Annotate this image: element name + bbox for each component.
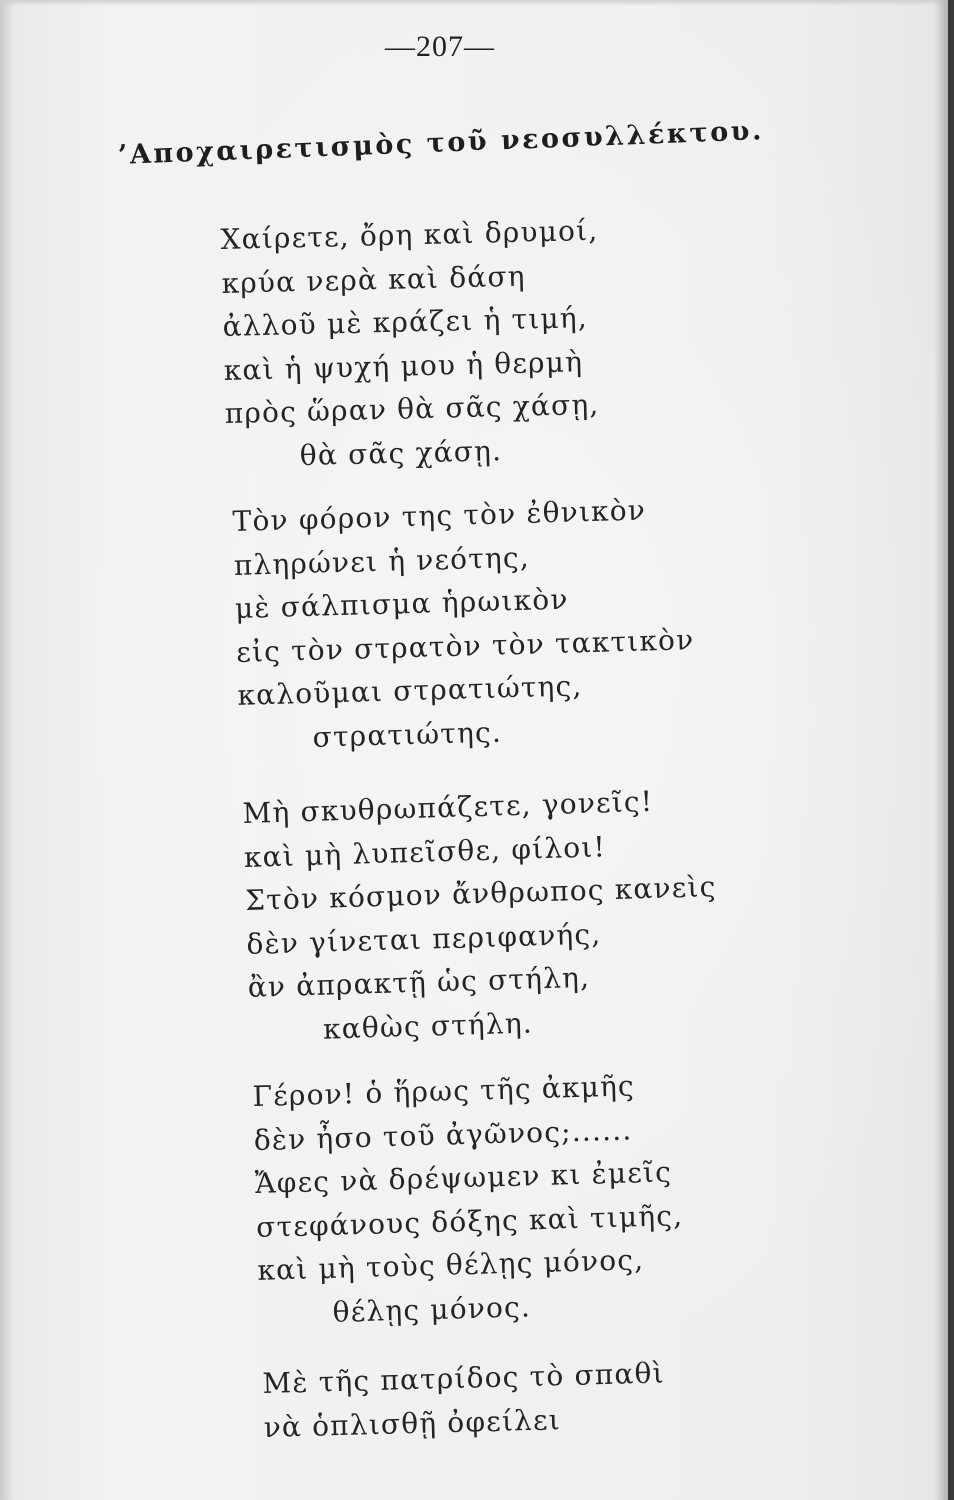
verse-line: νὰ ὁπλισθῇ ὀφείλει <box>263 1402 562 1444</box>
verse-line: Τὸν φόρον της τὸν ἐθνικὸν <box>232 493 647 538</box>
gutter-shadow <box>0 0 14 1500</box>
verse-line: ἀλλοῦ μὲ κράζει ἡ τιμή, <box>222 301 589 343</box>
stanza-1 <box>220 209 604 479</box>
verse-line: καὶ μὴ τοὺς θέλῃς μόνος, <box>256 1243 645 1287</box>
verse-refrain: θὰ σᾶς χάσῃ. <box>299 433 503 472</box>
page-top-edge <box>0 0 954 6</box>
verse-line: μὲ σάλπισμα ἡρωικὸν <box>234 582 569 625</box>
stanza-2 <box>232 487 697 761</box>
stanza-3 <box>242 778 721 1053</box>
verse-line: καλοῦμαι στρατιώτης, <box>236 669 583 712</box>
verse-line: στεφάνους δόξης καὶ τιμῆς, <box>255 1198 684 1244</box>
verse-line: Μὴ σκυθρωπάζετε, γονεῖς! <box>242 784 654 830</box>
verse-refrain: στρατιώτης. <box>312 715 503 754</box>
verse-refrain: θέλῃς μόνος. <box>332 1289 532 1329</box>
verse-line: Ἄφες νὰ δρέψωμεν κι ἐμεῖς <box>254 1155 673 1200</box>
verse-line: ἂν ἀπρακτῇ ὡς στήλη, <box>247 960 591 1004</box>
verse-line: κρύα νερὰ καὶ δάση <box>221 259 527 300</box>
verse-line: δὲν ἦσο τοῦ ἀγῶνος;...... <box>253 1112 633 1157</box>
verse-line: καὶ μὴ λυπεῖσθε, φίλοι! <box>243 829 607 874</box>
page-number: —207— <box>385 30 495 63</box>
verse-line: Γέρον! ὁ ἥρως τῆς ἀκμῆς <box>252 1069 636 1113</box>
poem-title: ’Αποχαιρετισμὸς τοῦ νεοσυλλέκτου. <box>117 115 765 171</box>
verse-line: εἰς τὸν στρατὸν τὸν τακτικὸν <box>235 622 695 669</box>
stanza-5 <box>262 1351 666 1449</box>
page-right-edge <box>934 0 954 1500</box>
stanza-4 <box>252 1063 686 1336</box>
verse-line: δὲν γίνεται περιφανής, <box>246 916 602 961</box>
verse-line: πληρώνει ἡ νεότης, <box>233 540 531 582</box>
verse-line: πρὸς ὥραν θὰ σᾶς χάσῃ, <box>224 387 600 430</box>
verse-line: Στὸν κόσμον ἄνθρωπος κανεὶς <box>244 869 717 917</box>
verse-line: Μὲ τῆς πατρίδος τὸ σπαθὶ <box>262 1356 666 1400</box>
verse-line: Χαίρετε, ὄρη καὶ δρυμοί, <box>220 213 599 256</box>
verse-refrain: καθὼς στήλη. <box>322 1005 534 1046</box>
verse-line: καὶ ἡ ψυχή μου ἡ θερμὴ <box>223 344 584 387</box>
